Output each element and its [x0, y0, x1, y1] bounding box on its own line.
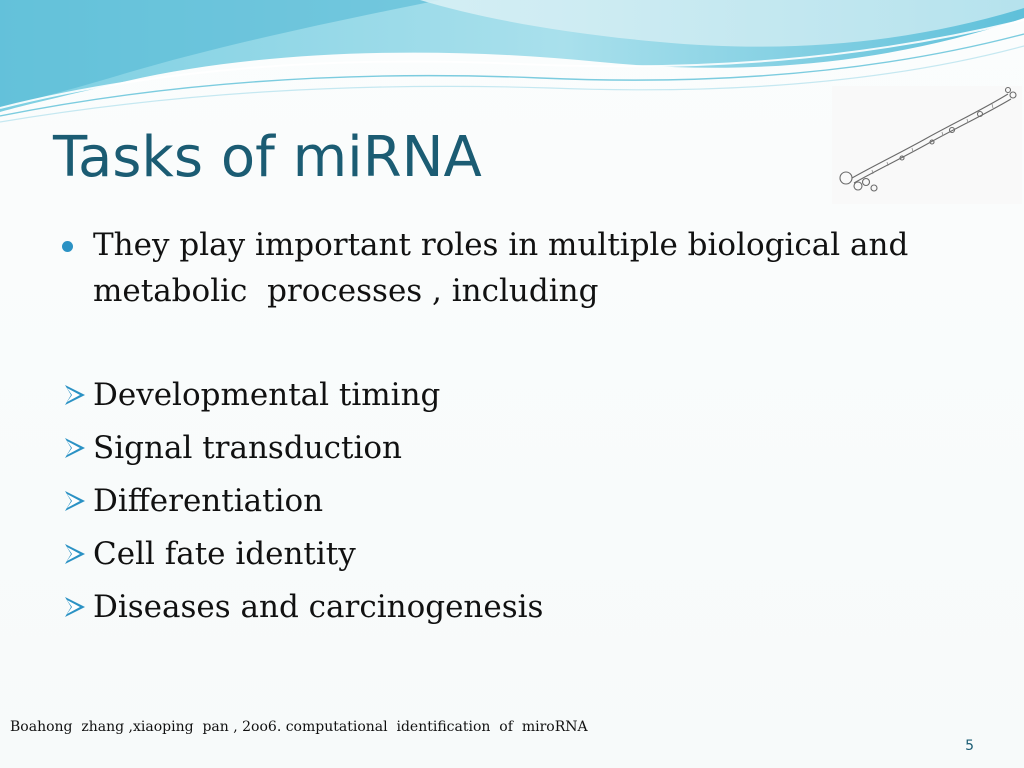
arrow-bullet-icon [62, 488, 88, 514]
list-item-label: Differentiation [93, 483, 324, 519]
list-item [62, 425, 543, 478]
list-item-label: Diseases and carcinogenesis [93, 589, 544, 625]
slide-title: Tasks of miRNA [53, 125, 482, 190]
mirna-hairpin-structure-image [832, 86, 1022, 204]
list-item-label: Cell fate identity [93, 536, 356, 572]
list-item-label: Developmental timing [93, 377, 441, 413]
sub-bullet-list [62, 372, 543, 637]
citation-footer: Boahong zhang ,xiaoping pan , 2oo6. computational identification of miroRNA [10, 719, 588, 735]
page-number: 5 [965, 738, 974, 754]
list-item-label: Signal transduction [93, 430, 403, 466]
list-item [62, 478, 543, 531]
arrow-bullet-icon [62, 594, 88, 620]
intro-bullet [62, 222, 942, 314]
list-item [62, 372, 543, 425]
arrow-bullet-icon [62, 541, 88, 567]
round-bullet-icon [62, 241, 73, 252]
arrow-bullet-icon [62, 382, 88, 408]
list-item [62, 584, 543, 637]
arrow-bullet-icon [62, 435, 88, 461]
intro-text: They play important roles in multiple biological and metabolic processes , including [93, 227, 919, 309]
list-item [62, 531, 543, 584]
